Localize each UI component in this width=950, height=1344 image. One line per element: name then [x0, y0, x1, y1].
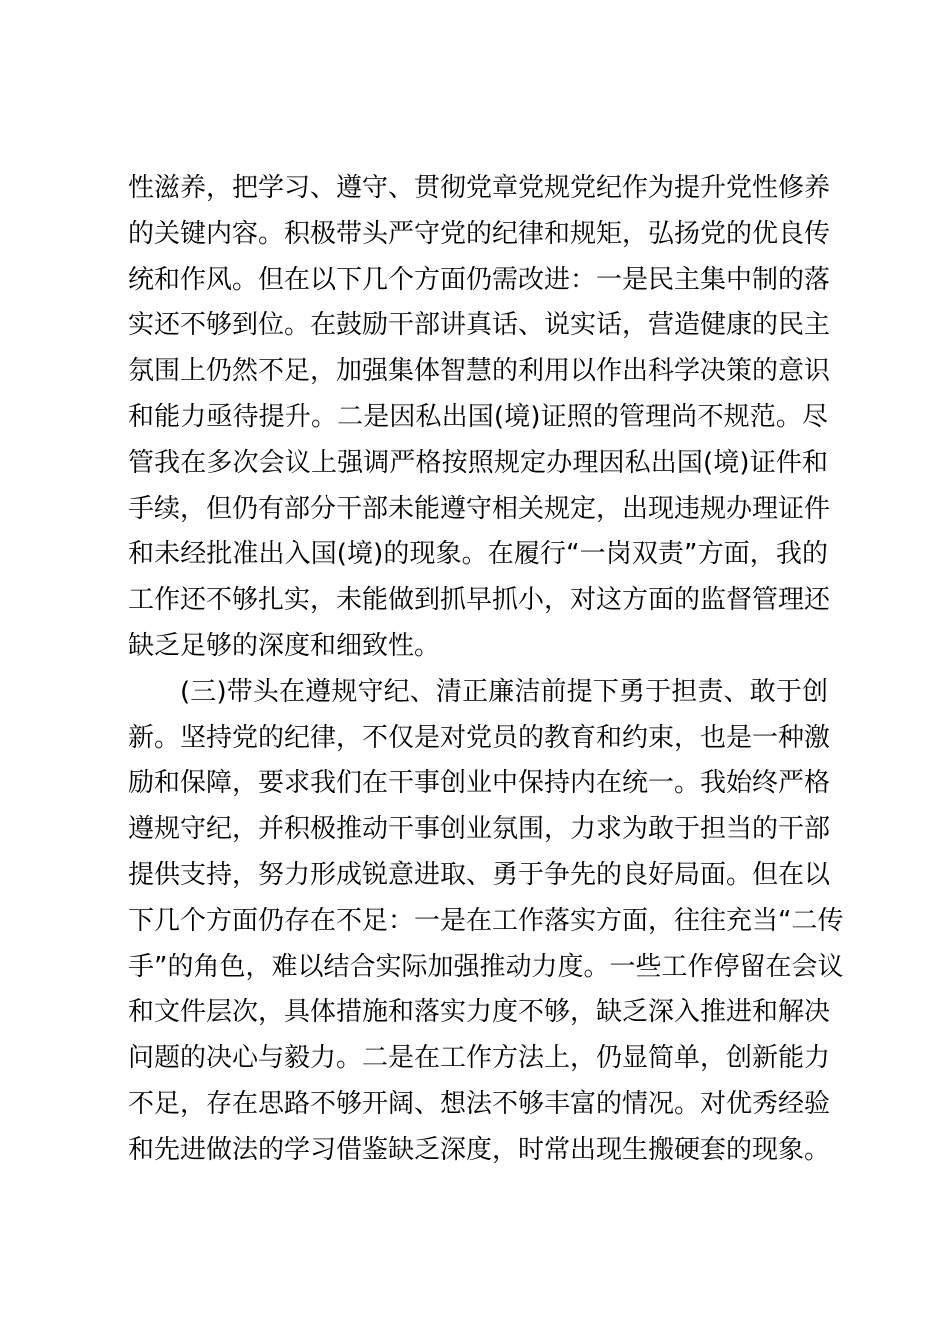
text-line: 的关键内容。积极带头严守党的纪律和规矩，弘扬党的优良传 [128, 218, 831, 249]
text-line: 问题的决心与毅力。二是在工作方法上，仍显简单，创新能力 [128, 1043, 831, 1074]
text-line: 新。坚持党的纪律，不仅是对党员的教育和约束，也是一种激 [128, 722, 831, 753]
text-line: 管我在多次会议上强调严格按照规定办理因私出国(境)证件和 [128, 447, 828, 478]
text-line: 和文件层次，具体措施和落实力度不够，缺乏深入推进和解决 [128, 997, 831, 1028]
text-line: 统和作风。但在以下几个方面仍需改进：一是民主集中制的落 [128, 264, 831, 295]
text-line: 提供支持，努力形成锐意进取、勇于争先的良好局面。但在以 [128, 859, 831, 890]
text-line: 手”的角色，难以结合实际加强推动力度。一些工作停留在会议 [128, 951, 844, 982]
text-line: 工作还不够扎实，未能做到抓早抓小，对这方面的监督管理还 [128, 585, 831, 616]
text-line: 励和保障，要求我们在干事创业中保持内在统一。我始终严格 [128, 768, 831, 799]
section-heading-line: (三)带头在遵规守纪、清正廉洁前提下勇于担责、敢于创 [180, 676, 828, 707]
text-line: 和未经批准出入国(境)的现象。在履行“一岗双责”方面，我的 [128, 539, 828, 570]
text-line: 性滋养，把学习、遵守、贯彻党章党规党纪作为提升党性修养 [128, 173, 831, 203]
text-line: 氛围上仍然不足，加强集体智慧的利用以作出科学决策的意识 [128, 356, 831, 387]
text-line: 和能力亟待提升。二是因私出国(境)证照的管理尚不规范。尽 [128, 401, 828, 432]
text-line: 实还不够到位。在鼓励干部讲真话、说实话，营造健康的民主 [128, 310, 831, 341]
text-line: 遵规守纪，并积极推动干事创业氛围，力求为敢于担当的干部 [128, 814, 831, 845]
text-line: 缺乏足够的深度和细致性。 [128, 630, 441, 661]
text-line: 下几个方面仍存在不足：一是在工作落实方面，往往充当“二传 [128, 905, 844, 936]
text-line: 不足，存在思路不够开阔、想法不够丰富的情况。对优秀经验 [128, 1088, 831, 1119]
text-line: 手续，但仍有部分干部未能遵守相关规定，出现违规办理证件 [128, 493, 831, 524]
text-line: 和先进做法的学习借鉴缺乏深度，时常出现生搬硬套的现象。 [128, 1134, 831, 1165]
document-body [128, 166, 844, 1174]
